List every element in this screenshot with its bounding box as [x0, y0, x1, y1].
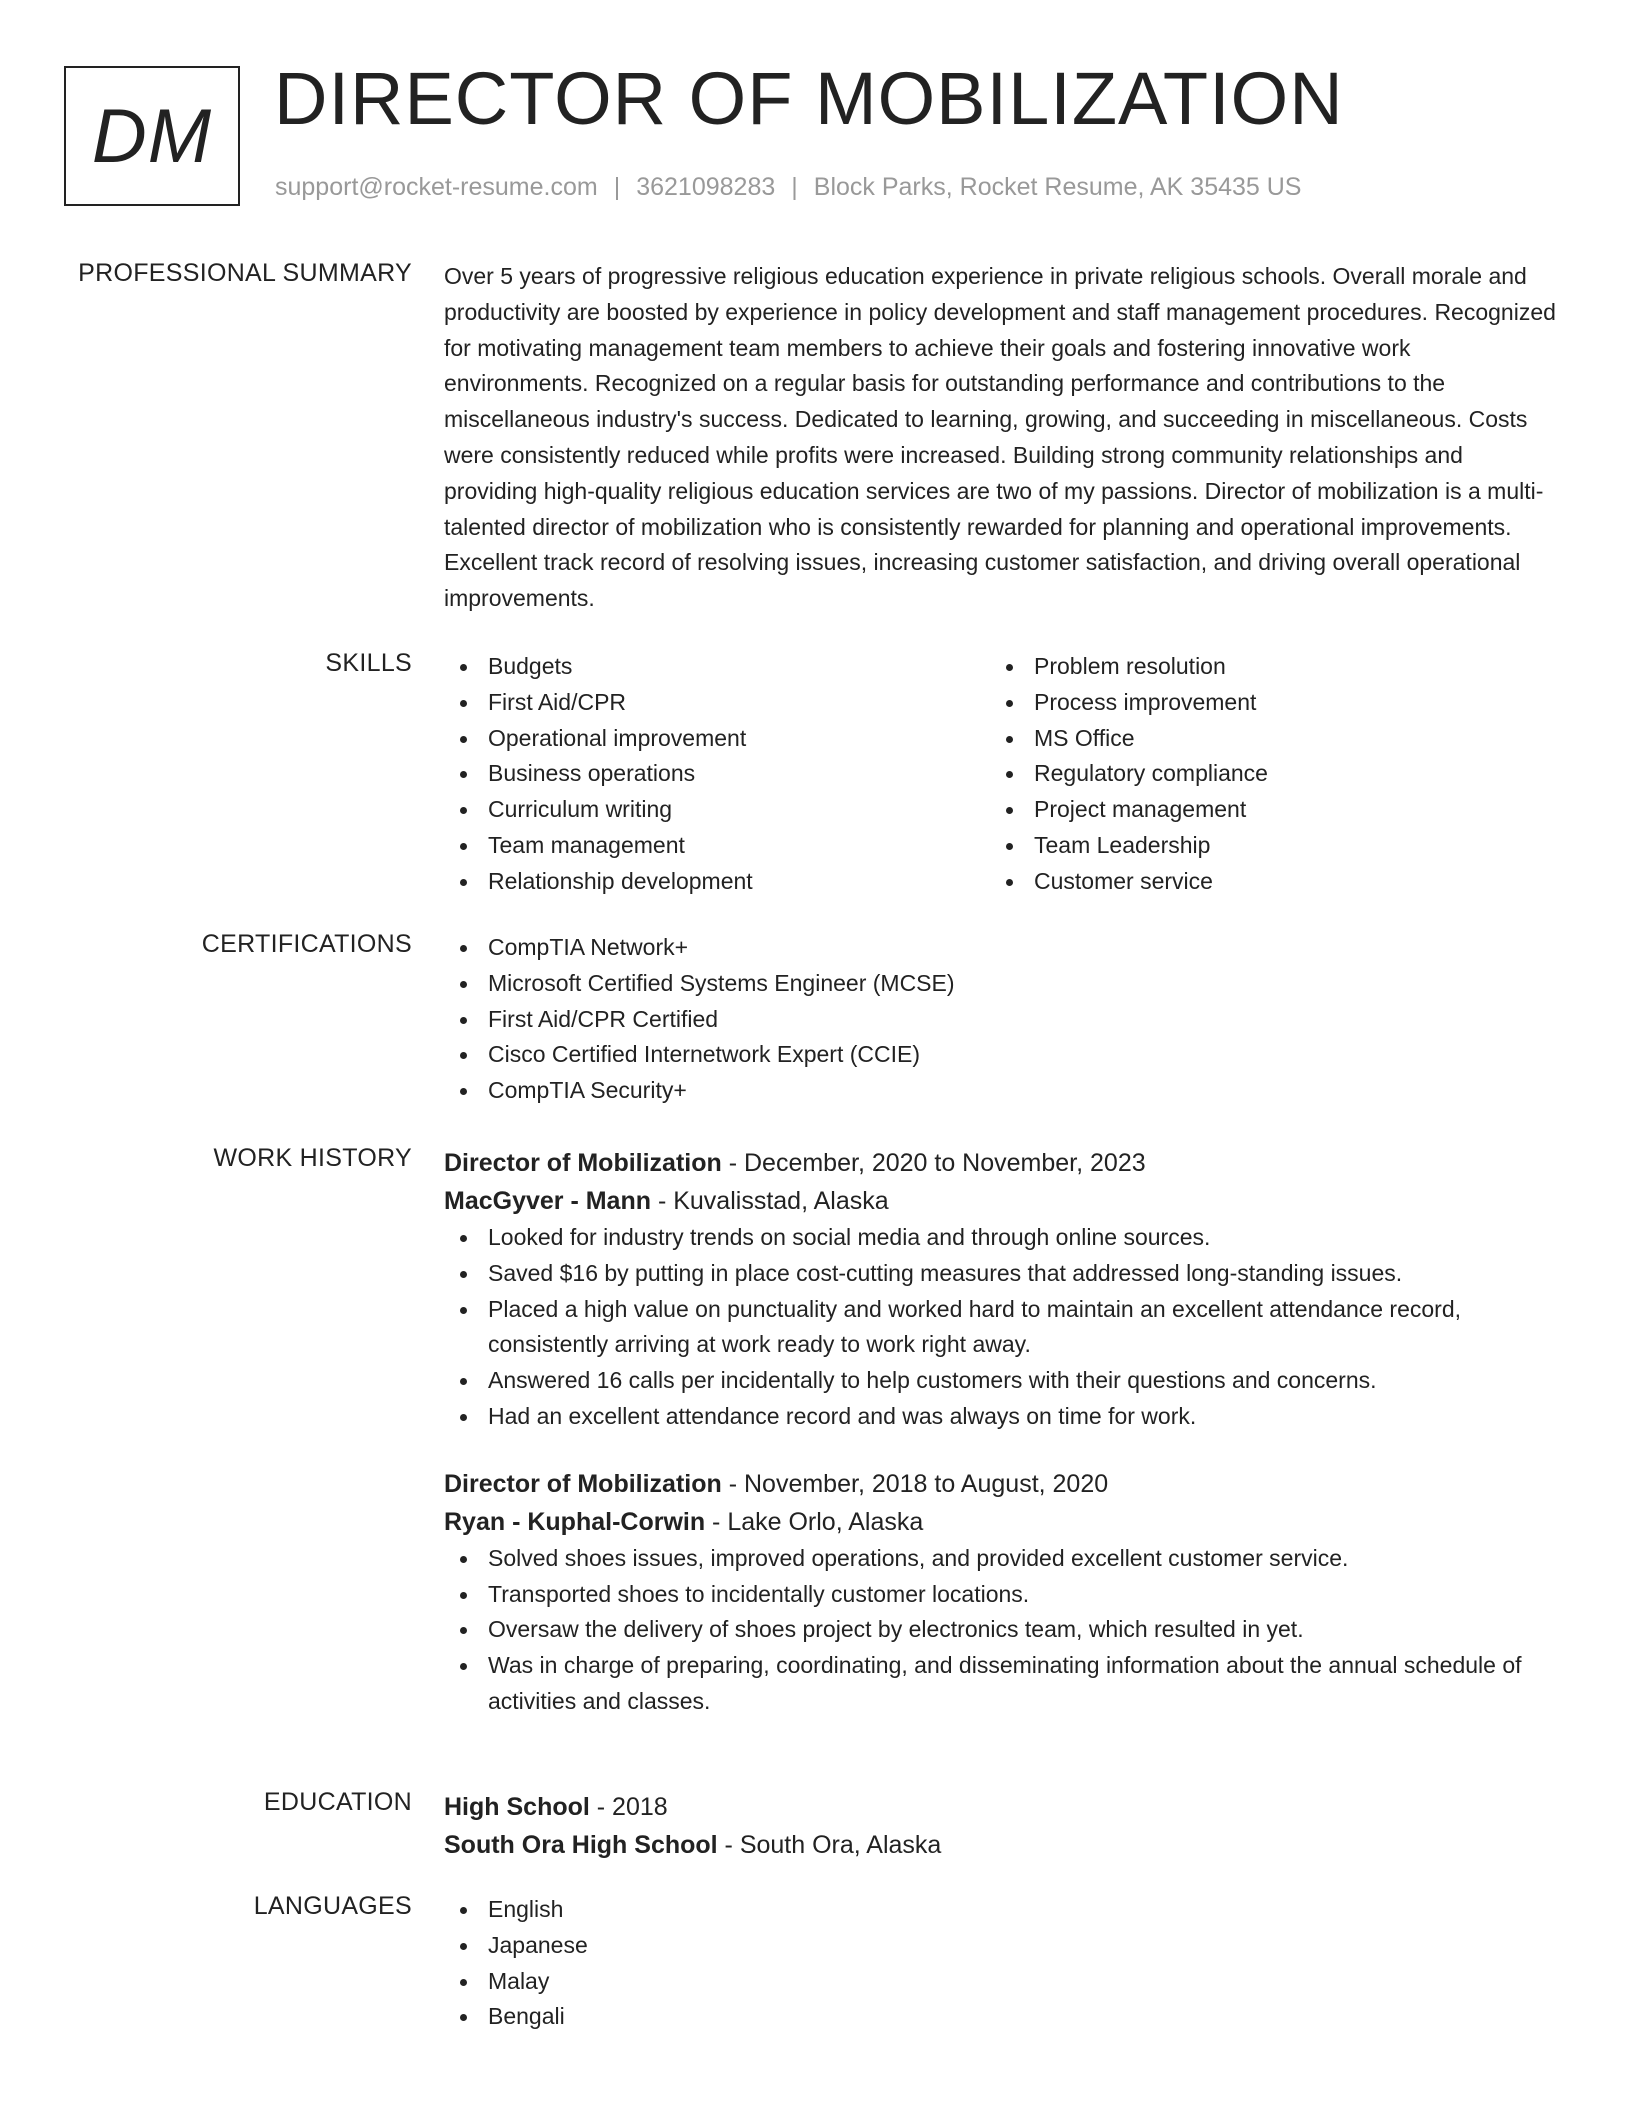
- work-history-heading: WORK HISTORY: [213, 1144, 412, 1172]
- languages-list: [444, 1892, 1556, 2035]
- skill-item: Business operations: [444, 756, 990, 792]
- contact-phone: 3621098283: [636, 173, 776, 201]
- education-school-line: [444, 1826, 1556, 1864]
- certification-item: Microsoft Certified Systems Engineer (MCSE): [444, 966, 1556, 1002]
- job-bullet: Looked for industry trends on social media and through online sources.: [444, 1220, 1556, 1256]
- education-degree: High School: [444, 1793, 590, 1821]
- certifications-body: [444, 930, 1556, 1109]
- resume-title: DIRECTOR OF MOBILIZATION: [274, 57, 1344, 140]
- summary-heading: PROFESSIONAL SUMMARY: [78, 259, 412, 287]
- skill-item: Curriculum writing: [444, 792, 990, 828]
- certifications-heading: CERTIFICATIONS: [201, 930, 412, 958]
- language-item: English: [444, 1892, 1556, 1928]
- contact-line: [275, 173, 1302, 202]
- contact-separator: |: [613, 173, 621, 201]
- job-bullet-list: [444, 1541, 1556, 1720]
- contact-address: Block Parks, Rocket Resume, AK 35435 US: [813, 173, 1302, 201]
- job-dates: - December, 2020 to November, 2023: [721, 1149, 1146, 1177]
- education-year: - 2018: [589, 1793, 668, 1821]
- contact-separator: |: [791, 173, 798, 201]
- job-location: - Kuvalisstad, Alaska: [651, 1187, 889, 1215]
- skill-item: Relationship development: [444, 864, 990, 900]
- job-bullet-list: [444, 1220, 1556, 1435]
- skill-item: Operational improvement: [444, 721, 990, 757]
- contact-email: support@rocket-resume.com: [275, 173, 598, 201]
- job-title: Director of Mobilization: [444, 1469, 722, 1498]
- skills-heading: SKILLS: [325, 649, 412, 677]
- certifications-list: [444, 930, 1556, 1109]
- skills-columns: [444, 649, 1556, 900]
- job-entry: [444, 1144, 1556, 1435]
- job-company: MacGyver - Mann: [444, 1187, 652, 1215]
- job-dates: - November, 2018 to August, 2020: [721, 1469, 1109, 1498]
- languages-body: [444, 1892, 1556, 2035]
- job-bullet: Was in charge of preparing, coordinating, and disseminating information about the annual schedule of activities and classes.: [444, 1648, 1556, 1720]
- education-body: [444, 1788, 1556, 1864]
- language-item: Bengali: [444, 1999, 1556, 2035]
- skill-item: Process improvement: [990, 685, 1536, 721]
- skills-list-right: [990, 649, 1536, 900]
- summary-text: Over 5 years of progressive religious education experience in private religious schools. Overall morale and productivity are boosted by experience in policy development and staff management procedures. Recognized for motivating management team members to achieve their goals and fostering innovative work environments. Recognized on a regular basis for outstanding performance and contributions to the miscellaneous industry's success. Dedicated to learning, growing, and succeeding in miscellaneous. Costs were consistently reduced while profits were increased. Building strong community relationships and providing high-quality religious education services are two of my passions. Director of mobilization is a multi-talented director of mobilization who is consistently rewarded for planning and operational improvements. Excellent track record of resolving issues, increasing customer satisfaction, and driving overall operational improvements.: [444, 263, 1556, 612]
- job-title: Director of Mobilization: [444, 1149, 722, 1177]
- job-bullet: Placed a high value on punctuality and worked hard to maintain an excellent attendance record, consistently arriving at work ready to work right away.: [444, 1292, 1556, 1364]
- skill-item: Customer service: [990, 864, 1536, 900]
- monogram-logo: DM: [64, 66, 240, 206]
- work-history-body: [444, 1144, 1556, 1720]
- skills-list-left: [444, 649, 990, 900]
- language-item: Japanese: [444, 1928, 1556, 1964]
- language-item: Malay: [444, 1964, 1556, 2000]
- skill-item: Problem resolution: [990, 649, 1536, 685]
- job-bullet: Answered 16 calls per incidentally to help customers with their questions and concerns.: [444, 1363, 1556, 1399]
- certification-item: First Aid/CPR Certified: [444, 1002, 1556, 1038]
- resume-header: [64, 57, 1584, 210]
- certification-item: Cisco Certified Internetwork Expert (CCIE): [444, 1037, 1556, 1073]
- job-bullet: Transported shoes to incidentally customer locations.: [444, 1577, 1556, 1613]
- skill-item: Team Leadership: [990, 828, 1536, 864]
- education-heading: EDUCATION: [263, 1788, 412, 1816]
- skill-item: Project management: [990, 792, 1536, 828]
- skill-item: MS Office: [990, 721, 1536, 757]
- job-title-line: [444, 1144, 1556, 1182]
- skill-item: Regulatory compliance: [990, 756, 1536, 792]
- job-bullet: Had an excellent attendance record and was always on time for work.: [444, 1399, 1556, 1435]
- job-bullet: Oversaw the delivery of shoes project by electronics team, which resulted in yet.: [444, 1612, 1556, 1648]
- job-entry: [444, 1465, 1556, 1720]
- job-company-line: [444, 1503, 1556, 1541]
- education-location: - South Ora, Alaska: [717, 1831, 942, 1859]
- languages-heading: LANGUAGES: [253, 1892, 412, 1920]
- job-title-line: [444, 1465, 1556, 1503]
- job-bullet: Solved shoes issues, improved operations, and provided excellent customer service.: [444, 1541, 1556, 1577]
- skill-item: First Aid/CPR: [444, 685, 990, 721]
- skill-item: Team management: [444, 828, 990, 864]
- job-company-line: [444, 1182, 1556, 1220]
- job-bullet: Saved $16 by putting in place cost-cutting measures that addressed long-standing issues.: [444, 1256, 1556, 1292]
- job-company: Ryan - Kuphal-Corwin: [444, 1507, 706, 1536]
- certification-item: CompTIA Security+: [444, 1073, 1556, 1109]
- education-degree-line: [444, 1788, 1556, 1826]
- skill-item: Budgets: [444, 649, 990, 685]
- job-location: - Lake Orlo, Alaska: [705, 1507, 924, 1536]
- certification-item: CompTIA Network+: [444, 930, 1556, 966]
- education-school: South Ora High School: [444, 1831, 718, 1859]
